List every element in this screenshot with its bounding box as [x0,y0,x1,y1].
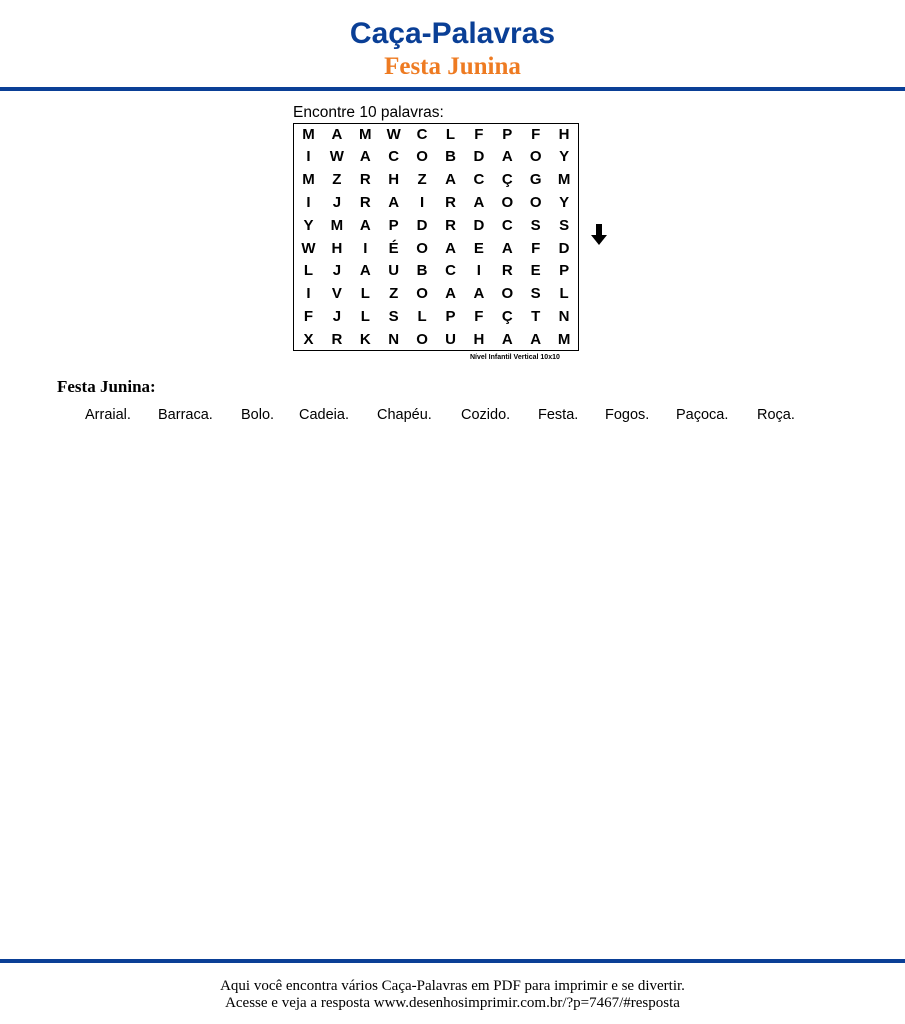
word-item: Barraca. [158,407,213,423]
word-item: Bolo. [241,407,275,423]
grid-letter: L [445,125,456,143]
word-item: Cozido. [461,407,511,423]
word-list-title: Festa Junina: [57,377,156,396]
grid-letter: H [473,330,485,348]
grid-letter: R [359,171,371,189]
grid-letter: S [388,307,399,325]
grid-letter: U [445,330,456,348]
grid-letter: Ç [501,307,513,325]
word-item: Roça. [757,407,795,423]
grid-letter: I [420,193,425,211]
grid-letter: L [559,285,569,303]
grid-letter: I [363,239,368,257]
grid-letter: F [474,125,484,143]
grid-letter: B [445,148,456,166]
grid-letter: R [359,193,371,211]
grid-letter: Y [559,148,570,166]
grid-letter: I [476,262,481,280]
grid-letter: G [529,171,542,189]
footer-divider [0,959,905,963]
grid-letter: A [445,171,456,189]
grid-letter: F [474,307,484,325]
word-item: Chapéu. [377,407,432,423]
grid-letter: F [531,125,541,143]
word-item: Arraial. [85,407,131,423]
grid-letter: B [416,262,428,280]
grid-letter: É [388,239,399,257]
grid-letter: F [303,307,314,325]
grid-letter: A [445,239,456,257]
grid-letter: A [388,193,400,211]
grid-letter: D [473,148,485,166]
page-title: Caça-Palavras [349,17,556,50]
footer-line-1: Aqui você encontra vários Caça-Palavras em PDF para imprimir e se divertir. [220,978,685,994]
grid-letter: M [359,125,372,143]
grid-letter: C [445,262,456,280]
grid-letter: M [557,171,571,189]
grid-letter: D [416,216,428,234]
word-item: Festa. [538,407,579,423]
grid-letter: P [388,216,399,234]
grid-letter: F [531,239,541,257]
grid-letter: T [531,307,541,325]
grid-letter: A [359,216,371,234]
grid-letter: P [445,307,456,325]
grid-letter: W [386,125,401,143]
grid-letter: S [530,216,541,234]
grid-letter: M [302,171,315,189]
grid-letter: H [388,171,400,189]
grid-letter: M [557,330,571,348]
grid-letter: O [529,148,542,166]
puzzle-instructions: Encontre 10 palavras: [293,104,444,121]
grid-letter: C [501,216,513,234]
word-search-grid [293,123,579,351]
grid-letter: A [530,330,542,348]
word-item: Cadeia. [299,407,349,423]
grid-letter: I [306,285,311,303]
word-item: Fogos. [605,407,650,423]
grid-letter: A [331,125,343,143]
grid-letter: Z [417,171,427,189]
grid-letter: W [329,148,344,166]
grid-letter: P [502,125,513,143]
grid-letter: L [360,307,370,325]
grid-letter: M [302,125,315,143]
grid-letter: A [501,239,513,257]
grid-letter: R [445,216,456,234]
grid-letter: Z [332,171,342,189]
grid-letter: H [558,125,570,143]
level-label: Nível Infantil Vertical 10x10 [470,354,560,361]
grid-letter: C [388,148,400,166]
grid-letter: C [473,171,485,189]
grid-letter: J [332,307,342,325]
grid-letter: H [331,239,343,257]
grid-letter: L [417,307,427,325]
grid-letter: A [359,262,371,280]
grid-letter: O [501,193,514,211]
grid-letter: N [558,307,570,325]
grid-letter: P [559,262,570,280]
grid-letter: A [445,285,456,303]
grid-letter: R [445,193,456,211]
grid-letter: Z [389,285,399,303]
grid-letter: R [331,330,343,348]
grid-letter: Ç [501,171,513,189]
grid-letter: L [303,262,314,280]
grid-letter: A [501,330,513,348]
word-item: Paçoca. [676,407,729,423]
grid-letter: J [332,262,342,280]
grid-letter: A [501,148,513,166]
grid-letter: I [306,148,311,166]
grid-letter: V [331,285,342,303]
grid-letter: O [416,148,428,166]
grid-letter: A [359,148,371,166]
grid-letter: L [360,285,370,303]
grid-letter: S [530,285,541,303]
grid-letter: O [529,193,542,211]
grid-letter: E [530,262,541,280]
grid-letter: A [473,285,485,303]
grid-letter: Y [559,193,570,211]
page-subtitle: Festa Junina [384,53,521,80]
grid-letter: E [473,239,484,257]
grid-letter: J [332,193,342,211]
grid-letter: W [301,239,316,257]
grid-letter: O [416,239,428,257]
grid-letter: X [303,330,314,348]
arrow-down-icon [589,222,609,248]
grid-letter: Y [303,216,314,234]
grid-letter: S [559,216,570,234]
grid-letter: O [416,285,428,303]
grid-letter: I [306,193,311,211]
grid-letter: D [473,216,485,234]
grid-letter: M [330,216,344,234]
grid-letter: N [388,330,400,348]
footer-line-2: Acesse e veja a resposta www.desenhosimprimir.com.br/?p=7467/#resposta [225,995,680,1011]
grid-letter: U [388,262,400,280]
grid-letter: O [501,285,514,303]
grid-letter: A [473,193,485,211]
grid-letter: R [501,262,513,280]
grid-letter: C [416,125,428,143]
grid-letter: D [558,239,570,257]
grid-letter: O [416,330,428,348]
grid-letter: K [359,330,371,348]
header-divider [0,87,905,91]
